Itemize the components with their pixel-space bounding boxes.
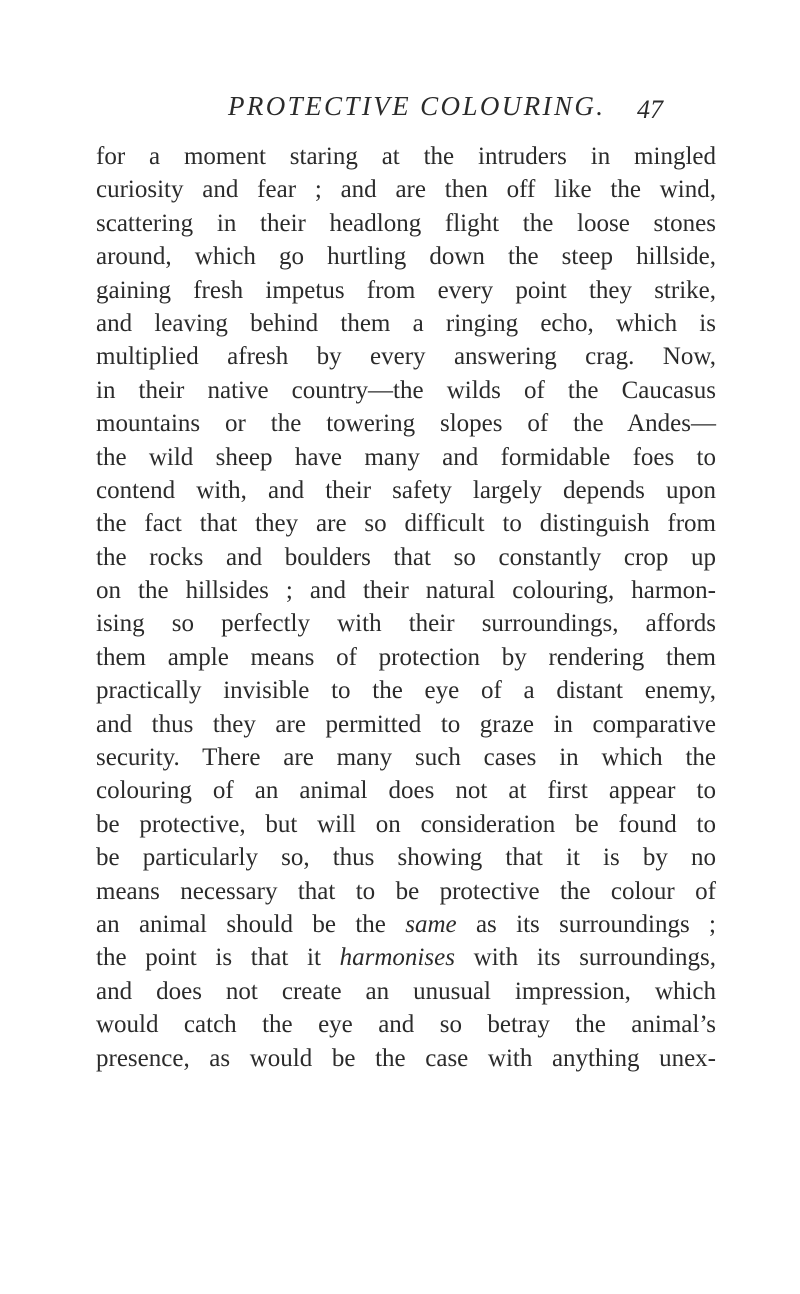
text-line: ising so perfectly with their surroundings, affords <box>96 610 716 638</box>
text-line: mountains or the towering slopes of the Andes— <box>96 410 716 438</box>
text-line: practically invisible to the eye of a distant enemy, <box>96 677 716 705</box>
text-line: on the hillsides ; and their natural colouring, harmon- <box>96 577 716 605</box>
text-line: scattering in their headlong flight the loose stones <box>96 209 716 237</box>
text-line: and thus they are permitted to graze in comparative <box>96 710 716 738</box>
text-line: for a moment staring at the intruders in mingled <box>96 143 716 170</box>
text-segment: the point is that it <box>96 944 340 972</box>
text-line: curiosity and fear ; and are then off like the wind, <box>96 176 716 204</box>
text-line: multiplied afresh by every answering crag. Now, <box>96 343 716 371</box>
text-segment: an animal should be the <box>96 910 406 938</box>
text-line: presence, as would be the case with anything unex- <box>96 1044 716 1072</box>
text-line: colouring of an animal does not at first appear to <box>96 777 716 805</box>
text-line: the rocks and boulders that so constantly crop up <box>96 543 716 571</box>
text-line: the wild sheep have many and formidable foes to <box>96 443 716 471</box>
text-segment: as its surroundings ; <box>456 910 716 938</box>
text-line: and does not create an unusual impression, which <box>96 977 716 1005</box>
text-line: around, which go hurtling down the steep hillside, <box>96 243 716 271</box>
text-line: gaining fresh impetus from every point they strike, <box>96 276 716 304</box>
text-line: contend with, and their safety largely depends upon <box>96 476 716 504</box>
italic-word: same <box>405 910 457 938</box>
body-text <box>96 140 716 1075</box>
text-line: would catch the eye and so betray the animal’s <box>96 1011 716 1039</box>
italic-word: harmonises <box>339 944 455 972</box>
text-line-with-italic <box>96 908 716 941</box>
text-line: them ample means of protection by rendering them <box>96 643 716 671</box>
text-line: be particularly so, thus showing that it is by no <box>96 844 716 872</box>
page-number: 47 <box>637 95 663 124</box>
text-line: in their native country—the wilds of the Caucasus <box>96 376 716 404</box>
text-line: and leaving behind them a ringing echo, which is <box>96 309 716 337</box>
text-line: the fact that they are so difficult to distinguish from <box>96 510 716 538</box>
text-line: security. There are many such cases in which the <box>96 744 716 772</box>
text-segment: with its surroundings, <box>454 944 716 972</box>
text-line: be protective, but will on consideration be found to <box>96 810 716 838</box>
running-title: PROTECTIVE COLOURING. <box>228 91 606 121</box>
text-line-with-italic <box>96 941 716 974</box>
text-line: means necessary that to be protective the colour of <box>96 877 716 905</box>
